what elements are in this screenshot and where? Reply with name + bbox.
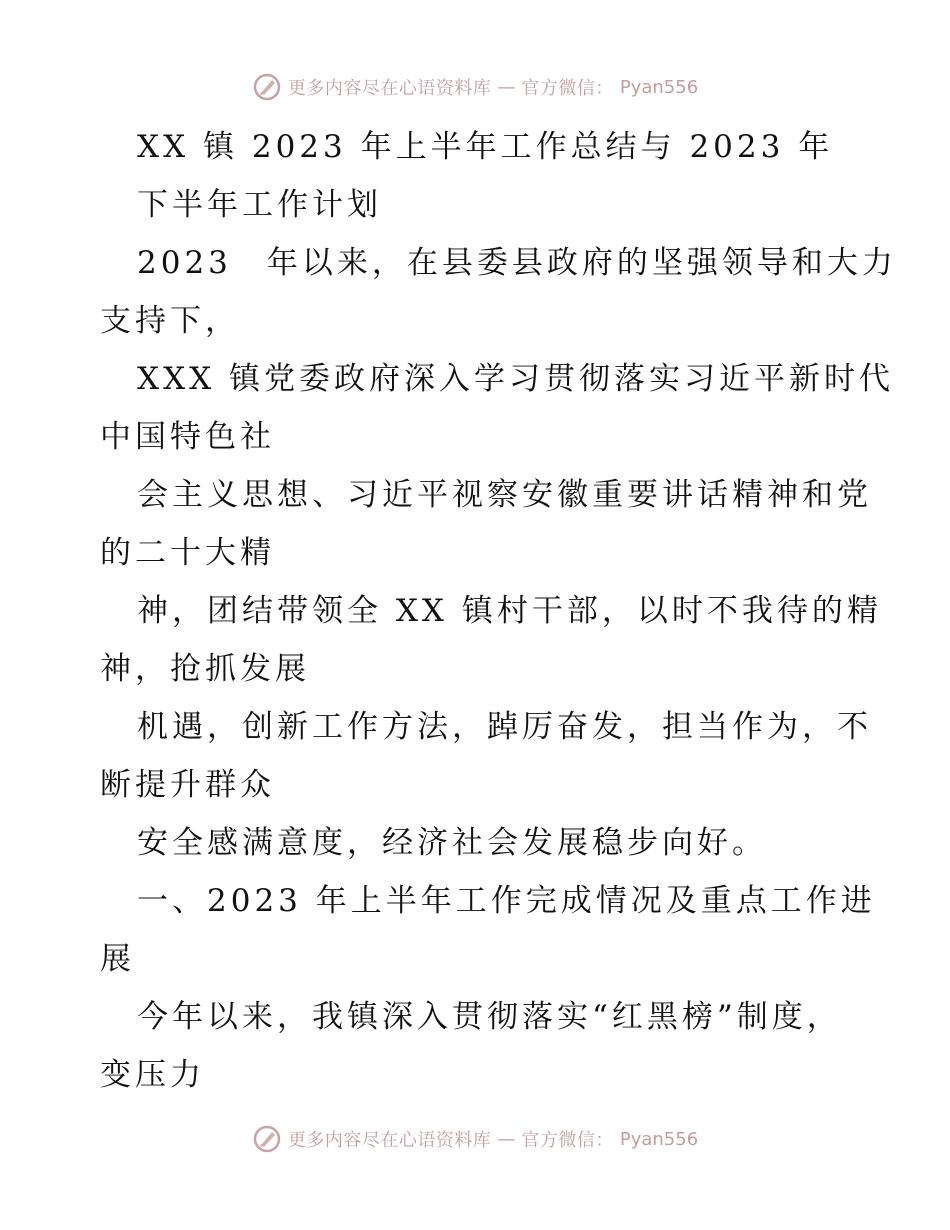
paragraph-line: 今年以来，我镇深入贯彻落实“红黑榜”制度， <box>137 999 842 1035</box>
paragraph-line: XXX 镇党委政府深入学习贯彻落实习近平新时代 <box>137 361 895 397</box>
pen-seal-icon <box>252 1124 282 1154</box>
watermark-id: Pyan556 <box>619 1128 699 1150</box>
paragraph-line: 神，抢抓发展 <box>100 651 310 687</box>
watermark-label: 官方微信： <box>521 1130 614 1151</box>
paragraph-line: 的二十大精 <box>100 535 275 571</box>
section-heading-line: 一、2023 年上半年工作完成情况及重点工作进 <box>137 883 876 919</box>
paragraph-line: 机遇，创新工作方法，踔厉奋发，担当作为，不 <box>137 709 872 745</box>
watermark-label: 官方微信： <box>521 78 614 99</box>
document-body <box>100 122 897 1108</box>
paragraph-line: 支持下， <box>100 303 240 339</box>
paragraph-line: 变压力 <box>100 1057 205 1093</box>
pen-seal-icon <box>252 72 282 102</box>
watermark-text: 更多内容尽在心语资料库 <box>287 78 492 99</box>
paragraph-line: 断提升群众 <box>100 767 275 803</box>
watermark-separator: — <box>497 1128 516 1150</box>
paragraph-line: 神，团结带领全 XX 镇村干部，以时不我待的精 <box>137 593 882 629</box>
title-line-1: XX 镇 2023 年上半年工作总结与 2023 年 <box>137 129 834 165</box>
header-watermark <box>0 72 950 102</box>
paragraph-line: 中国特色社 <box>100 419 275 455</box>
paragraph-line: 安全感满意度，经济社会发展稳步向好。 <box>137 825 767 861</box>
paragraph-line: 2023 年以来，在县委县政府的坚强领导和大力 <box>137 245 897 281</box>
watermark-text: 更多内容尽在心语资料库 <box>287 1130 492 1151</box>
watermark-id: Pyan556 <box>619 76 699 98</box>
title-line-2: 下半年工作计划 <box>137 187 382 223</box>
watermark-separator: — <box>497 76 516 98</box>
paragraph-line: 会主义思想、习近平视察安徽重要讲话精神和党 <box>137 477 872 513</box>
section-heading-line: 展 <box>100 941 135 977</box>
footer-watermark <box>0 1124 950 1154</box>
